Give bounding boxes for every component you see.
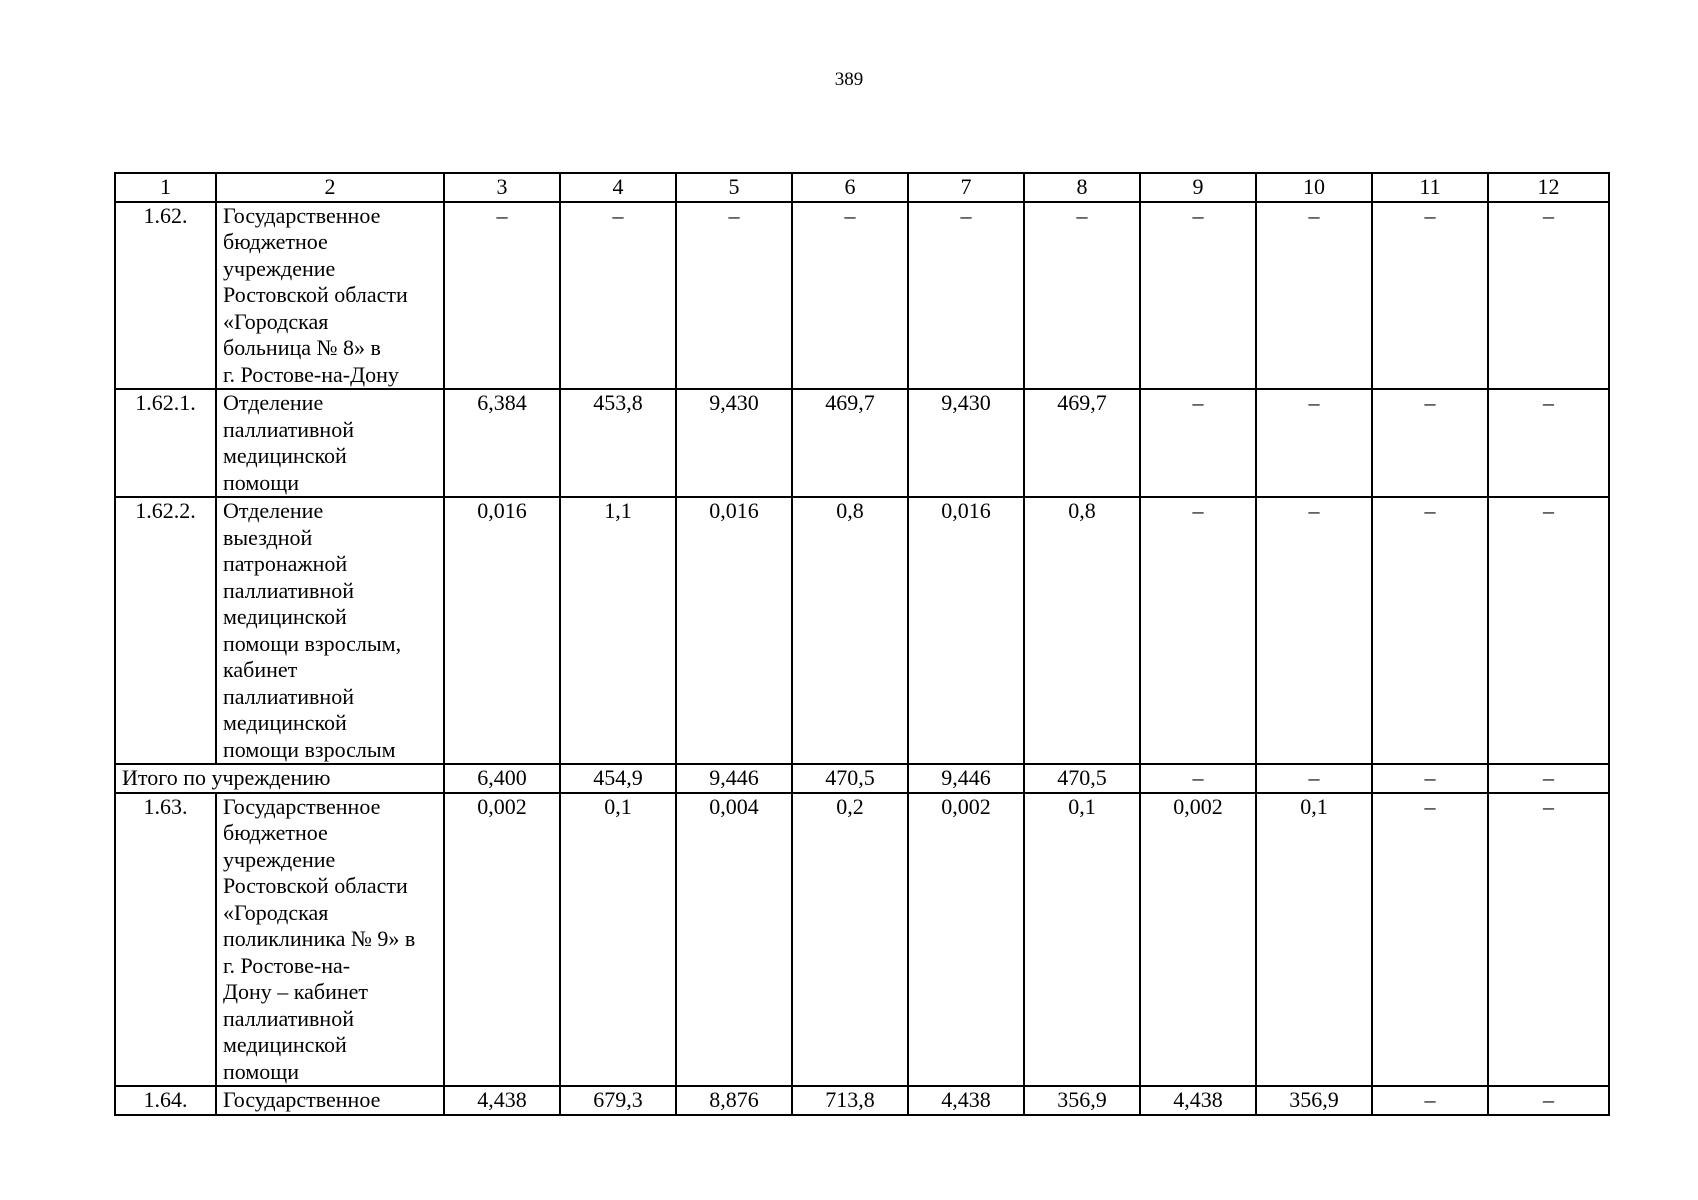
value-cell: –	[676, 202, 792, 390]
name-line: патронажной	[223, 551, 348, 576]
value-cell: –	[444, 202, 560, 390]
table-row	[115, 389, 1609, 497]
value-cell: 356,9	[1256, 1086, 1372, 1115]
row-number: 1.64.	[115, 1086, 216, 1115]
value-cell: –	[1372, 497, 1488, 764]
name-line: Отделение	[223, 498, 324, 523]
name-line: г. Ростове-на-	[223, 952, 351, 978]
value-cell: 0,016	[444, 497, 560, 764]
value-cell: 0,1	[1256, 793, 1372, 1087]
value-cell: –	[1488, 1086, 1609, 1115]
name-line: Дону – кабинет	[223, 979, 369, 1004]
value-cell: 679,3	[560, 1086, 676, 1115]
name-line: выездной	[223, 524, 313, 550]
name-line: больница № 8» в	[223, 335, 381, 360]
value-cell: 6,400	[444, 764, 560, 793]
name-line: бюджетное	[223, 229, 328, 254]
institution-name	[216, 497, 444, 764]
value-cell: –	[1488, 202, 1609, 390]
name-line: Государственное	[223, 1087, 381, 1112]
value-cell: 469,7	[1024, 389, 1140, 497]
column-header: 8	[1024, 173, 1140, 202]
column-header: 3	[444, 173, 560, 202]
institution-name	[216, 389, 444, 497]
value-cell: –	[1140, 389, 1256, 497]
value-cell: 356,9	[1024, 1086, 1140, 1115]
value-cell: 0,2	[792, 793, 908, 1087]
value-cell: 8,876	[676, 1086, 792, 1115]
total-row	[115, 764, 1609, 793]
column-header: 9	[1140, 173, 1256, 202]
table-row	[115, 497, 1609, 764]
table-row	[115, 202, 1609, 390]
column-header: 5	[676, 173, 792, 202]
value-cell: –	[1372, 793, 1488, 1087]
page-number: 389	[834, 69, 864, 90]
column-header: 11	[1372, 173, 1488, 202]
value-cell: 1,1	[560, 497, 676, 764]
institution-name	[216, 793, 444, 1087]
value-cell: 9,430	[676, 389, 792, 497]
name-line: Государственное	[223, 793, 381, 819]
value-cell: 4,438	[1140, 1086, 1256, 1115]
name-line: учреждение	[223, 255, 336, 281]
name-line: медицинской	[223, 710, 347, 735]
total-label: Итого по учреждению	[115, 764, 444, 793]
value-cell: –	[1256, 202, 1372, 390]
value-cell: 0,016	[676, 497, 792, 764]
value-cell: –	[908, 202, 1024, 390]
table-row	[115, 1086, 1609, 1115]
name-line: бюджетное	[223, 820, 328, 845]
name-line: поликлиника № 9» в	[223, 926, 416, 951]
name-line: медицинской	[223, 443, 347, 468]
name-line: паллиативной	[223, 1005, 354, 1031]
value-cell: 454,9	[560, 764, 676, 793]
table-header-row	[115, 173, 1609, 202]
institution-name	[216, 1086, 444, 1115]
value-cell: 9,446	[908, 764, 1024, 793]
value-cell: –	[1140, 497, 1256, 764]
value-cell: 0,016	[908, 497, 1024, 764]
name-line: кабинет	[223, 657, 298, 682]
value-cell: 470,5	[792, 764, 908, 793]
value-cell: –	[1256, 764, 1372, 793]
value-cell: 4,438	[444, 1086, 560, 1115]
row-number: 1.62.	[115, 202, 216, 390]
name-line: паллиативной	[223, 416, 354, 442]
value-cell: –	[1372, 764, 1488, 793]
value-cell: –	[1140, 202, 1256, 390]
value-cell: –	[1488, 497, 1609, 764]
value-cell: –	[1024, 202, 1140, 390]
value-cell: –	[1488, 389, 1609, 497]
value-cell: 0,002	[908, 793, 1024, 1087]
name-line: учреждение	[223, 846, 336, 872]
value-cell: –	[792, 202, 908, 390]
value-cell: 713,8	[792, 1086, 908, 1115]
name-line: помощи взрослым	[223, 736, 396, 762]
value-cell: –	[1372, 1086, 1488, 1115]
name-line: Отделение	[223, 390, 324, 415]
name-line: помощи	[223, 1058, 299, 1084]
value-cell: 9,446	[676, 764, 792, 793]
name-line: медицинской	[223, 604, 347, 629]
row-number: 1.62.1.	[115, 389, 216, 497]
value-cell: 6,384	[444, 389, 560, 497]
name-line: Ростовской области	[223, 873, 408, 898]
value-cell: –	[560, 202, 676, 390]
value-cell: 470,5	[1024, 764, 1140, 793]
column-header: 1	[115, 173, 216, 202]
institution-name	[216, 202, 444, 390]
value-cell: 0,1	[1024, 793, 1140, 1087]
value-cell: –	[1140, 764, 1256, 793]
column-header: 4	[560, 173, 676, 202]
name-line: Ростовской области	[223, 282, 408, 307]
column-header: 7	[908, 173, 1024, 202]
value-cell: –	[1372, 389, 1488, 497]
value-cell: –	[1256, 389, 1372, 497]
table-row	[115, 793, 1609, 1087]
column-header: 2	[216, 173, 444, 202]
name-line: паллиативной	[223, 683, 354, 709]
column-header: 12	[1488, 173, 1609, 202]
row-number: 1.63.	[115, 793, 216, 1087]
row-number: 1.62.2.	[115, 497, 216, 764]
value-cell: 453,8	[560, 389, 676, 497]
name-line: «Городская	[223, 308, 329, 334]
name-line: «Городская	[223, 899, 329, 925]
value-cell: –	[1372, 202, 1488, 390]
value-cell: 0,1	[560, 793, 676, 1087]
name-line: паллиативной	[223, 577, 354, 603]
name-line: г. Ростове-на-Дону	[223, 361, 399, 387]
value-cell: 0,8	[1024, 497, 1140, 764]
value-cell: 0,004	[676, 793, 792, 1087]
value-cell: 469,7	[792, 389, 908, 497]
value-cell: 0,002	[1140, 793, 1256, 1087]
value-cell: 9,430	[908, 389, 1024, 497]
value-cell: –	[1256, 497, 1372, 764]
name-line: Государственное	[223, 202, 381, 228]
value-cell: 4,438	[908, 1086, 1024, 1115]
data-table	[114, 172, 1610, 1116]
value-cell: –	[1488, 793, 1609, 1087]
value-cell: 0,002	[444, 793, 560, 1087]
value-cell: 0,8	[792, 497, 908, 764]
name-line: помощи	[223, 469, 299, 495]
name-line: медицинской	[223, 1032, 347, 1057]
column-header: 10	[1256, 173, 1372, 202]
name-line: помощи взрослым,	[223, 630, 402, 656]
column-header: 6	[792, 173, 908, 202]
value-cell: –	[1488, 764, 1609, 793]
